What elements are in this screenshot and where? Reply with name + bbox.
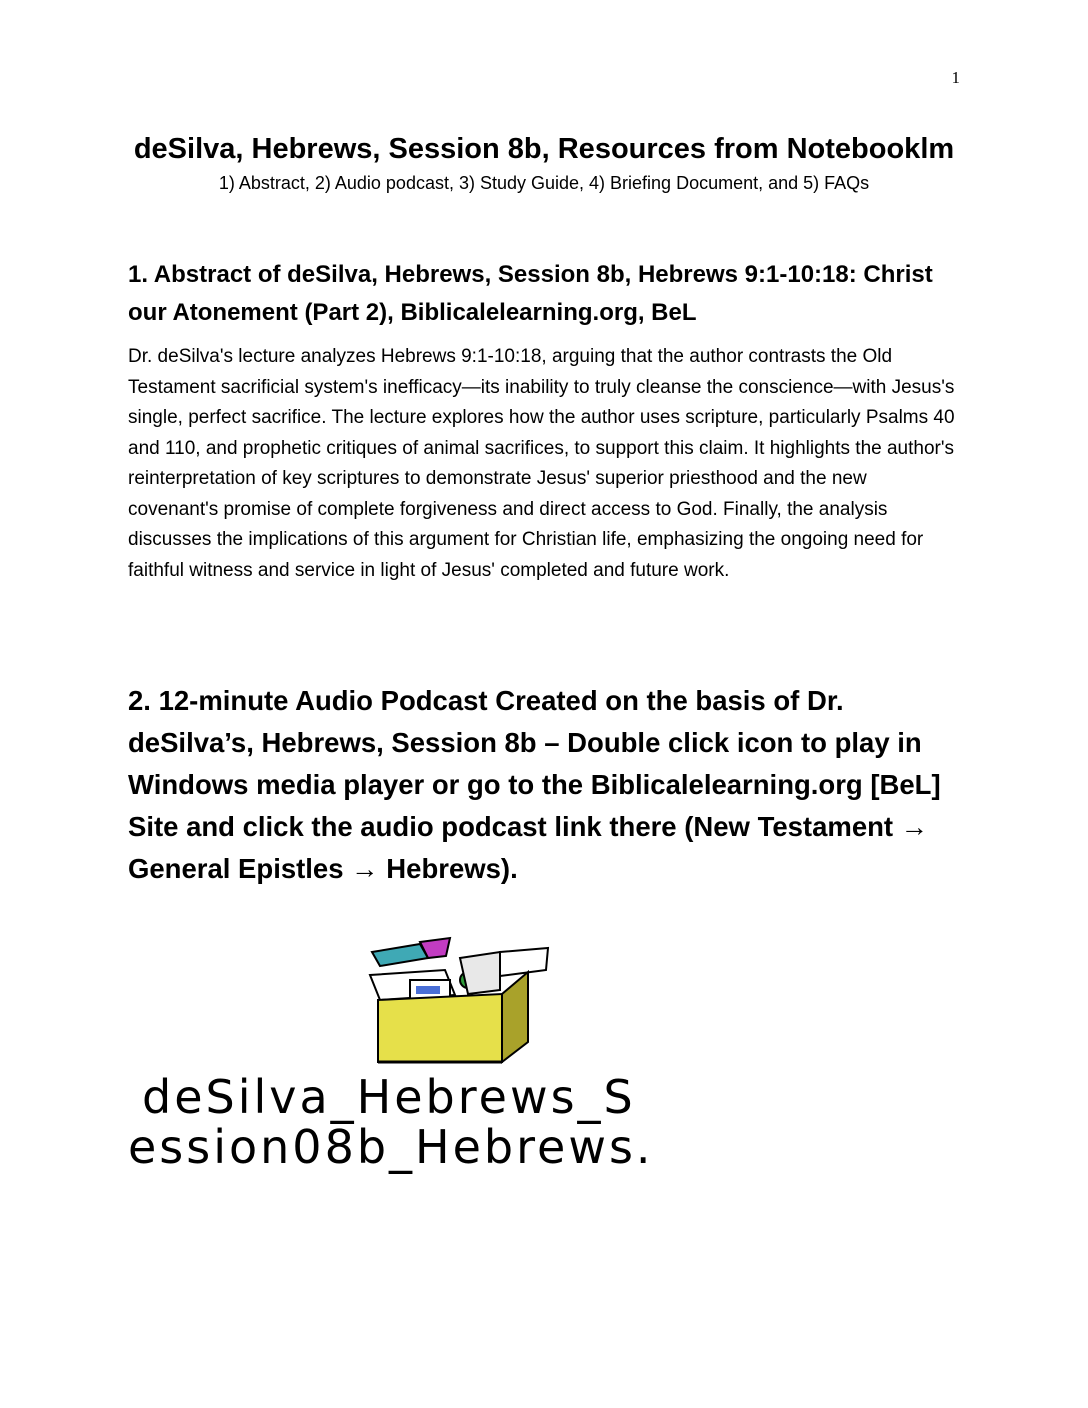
document-subtitle: 1) Abstract, 2) Audio podcast, 3) Study Guide, 4) Briefing Document, and 5) FAQs [218, 173, 870, 193]
abstract-heading: 1. Abstract of deSilva, Hebrews, Session 8b, Hebrews 9:1-10:18: Christ our Atonement (Part 2), Biblicalelearning.org, BeL [128, 261, 933, 326]
podcast-section [128, 680, 960, 890]
package-icon[interactable] [350, 930, 560, 1070]
podcast-heading-text-2: General Epistles [128, 853, 352, 884]
abstract-body: Dr. deSilva's lecture analyzes Hebrews 9:1-10:18, arguing that the author contrasts the Old Testament sacrificial system's inefficacy—its inability to truly cleanse the conscience—with Jesus's single, perfect sacrifice. The lecture explores how the author uses scripture, particularly Psalms 40 and 110, and prophetic critiques of animal sacrifices, to support this claim. It highlights the author's reinterpretation of key scriptures to demonstrate Jesus' superior priesthood and the new covenant's promise of complete forgiveness and direct access to God. Finally, the analysis discusses the implications of this argument for Christian life, emphasizing the ongoing need for faithful witness and service in light of Jesus' completed and future work. [128, 346, 955, 581]
arrow-right-icon: → [351, 853, 379, 884]
podcast-heading-text: 2. 12-minute Audio Podcast Created on the basis of Dr. deSilva’s, Hebrews, Session 8b – Double click icon to play in Windows media player or go to the Biblicalelearning.org [BeL] Site and click the audio podcast link there (New Testament [128, 685, 941, 842]
package-caption-line-2: ession08b_Hebrews. [128, 1120, 654, 1174]
package-caption-line-1: deSilva_Hebrews_S [142, 1070, 636, 1124]
package-caption[interactable] [128, 1072, 788, 1172]
arrow-right-icon: → [900, 811, 929, 842]
title-block [0, 128, 1088, 196]
podcast-heading-text-3: Hebrews). [378, 853, 518, 884]
podcast-heading [128, 680, 960, 890]
document-title: deSilva, Hebrews, Session 8b, Resources from Notebooklm [133, 133, 955, 165]
abstract-section [128, 256, 960, 586]
page-number: 1 [951, 68, 960, 87]
